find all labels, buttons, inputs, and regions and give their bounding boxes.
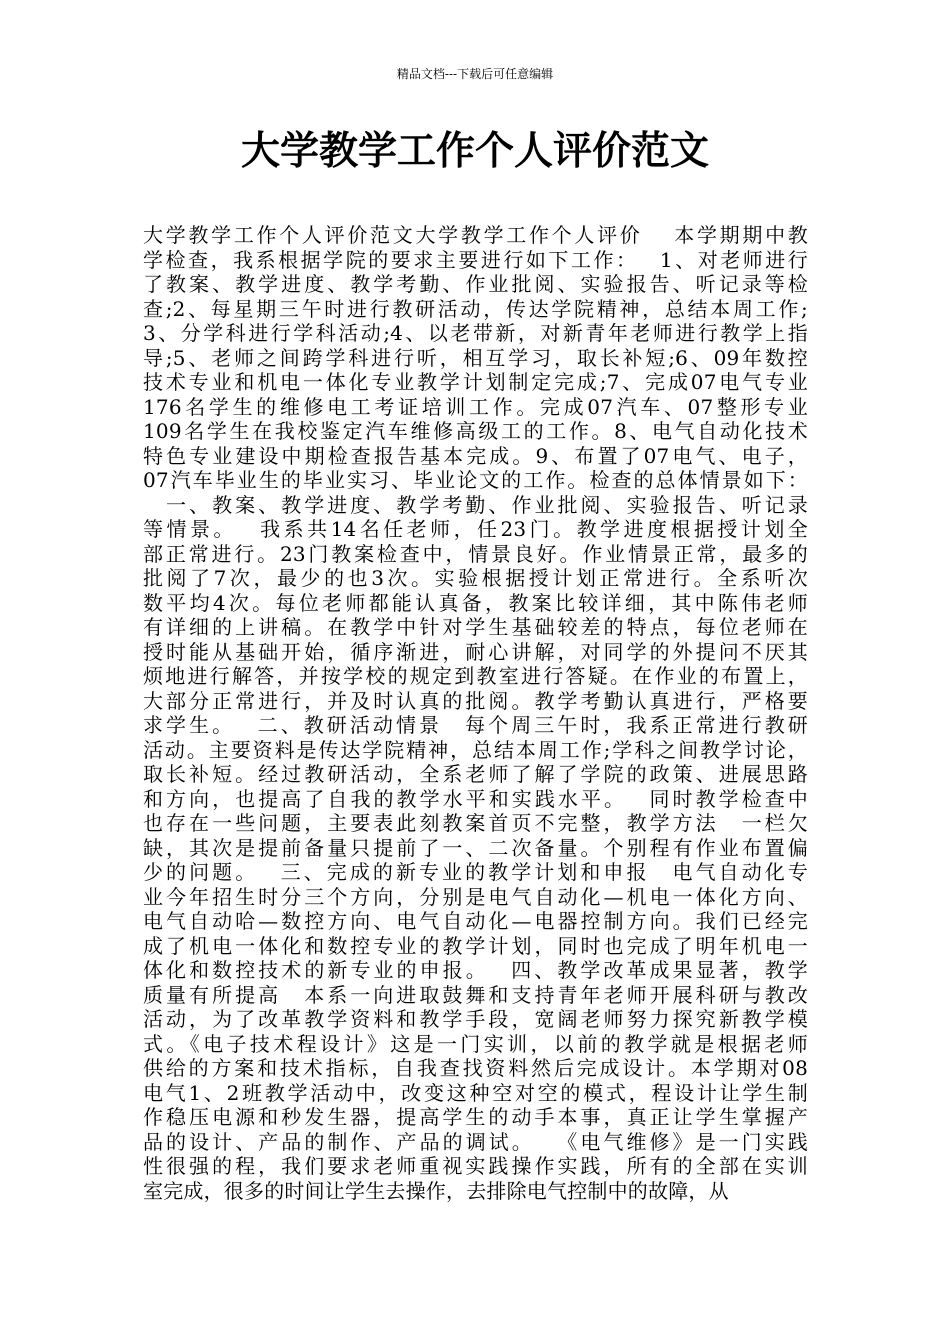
body-text-line: 体化和数控技术的新专业的申报。 四、教学改革成果显著，教学: [143, 958, 808, 982]
body-text-line: 了教案、教学进度、教学考勤、作业批阅、实验报告、听记录等检: [143, 272, 808, 296]
body-text-line: 活动。主要资料是传达学院精神，总结本周工作;学科之间教学讨论，: [143, 737, 808, 762]
body-text-line: 和方向，也提高了自我的教学水平和实践水平。 同时教学检查中: [143, 786, 808, 811]
body-text-line: 大学教学工作个人评价范文大学教学工作个人评价 本学期期中教: [143, 223, 808, 247]
body-text-line: 等情景。 我系共14名任老师，任23门。教学进度根据授计划全: [143, 517, 808, 541]
body-text-line: 查;2、每星期三午时进行教研活动，传达学院精神，总结本周工作;: [143, 296, 808, 321]
body-text-line: 活动，为了改革教学资料和教学手段，宽阔老师努力探究新教学模: [143, 1007, 808, 1031]
body-text-line: 也存在一些问题，主要表此刻教案首页不完整，教学方法 一栏欠: [143, 811, 808, 835]
body-text-line: 部正常进行。23门教案检查中，情景良好。作业情景正常，最多的: [143, 541, 808, 566]
document-body: [143, 223, 808, 1223]
body-text-line: 学检查，我系根据学院的要求主要进行如下工作： 1、对老师进行: [143, 247, 808, 272]
body-text-line: 电气自动哈—数控方向、电气自动化—电器控制方向。我们已经完: [143, 909, 808, 933]
body-text-line: 成了机电一体化和数控专业的教学计划，同时也完成了明年机电一: [143, 933, 808, 958]
body-text-line: 烦地进行解答，并按学校的规定到教室进行答疑。在作业的布置上，: [143, 664, 808, 688]
body-text-line: 109名学生在我校鉴定汽车维修高级工的工作。8、电气自动化技术: [143, 419, 808, 443]
body-text-line: 质量有所提高 本系一向进取鼓舞和支持青年老师开展科研与教改: [143, 982, 808, 1007]
body-text-line: 大部分正常进行，并及时认真的批阅。教学考勤认真进行，严格要: [143, 688, 808, 713]
body-text-line: 批阅了7次，最少的也3次。实验根据授计划正常进行。全系听次: [143, 566, 808, 590]
body-text-line: 求学生。 二、教研活动情景 每个周三午时，我系正常进行教研: [143, 713, 808, 737]
body-text-line: 式。《电子技术程设计》这是一门实训，以前的教学就是根据老师: [143, 1031, 808, 1056]
body-text-line: 3、分学科进行学科活动;4、以老带新，对新青年老师进行教学上指: [143, 321, 808, 345]
body-text-line: 数平均4次。每位老师都能认真备，教案比较详细，其中陈伟老师: [143, 590, 808, 615]
body-text-line: 取长补短。经过教研活动，全系老师了解了学院的政策、进展思路: [143, 762, 808, 786]
body-text-line: 品的设计、产品的制作、产品的调试。 《电气维修》是一门实践: [143, 1129, 808, 1154]
body-text-line: 少的问题。 三、完成的新专业的教学计划和申报 电气自动化专: [143, 860, 808, 884]
body-text-line: 缺，其次是提前备量只提前了一、二次备量。个别程有作业布置偏: [143, 835, 808, 860]
body-text-line: 有详细的上讲稿。在教学中针对学生基础较差的特点，每位老师在: [143, 615, 808, 639]
body-text-line: 导;5、老师之间跨学科进行听，相互学习，取长补短;6、09年数控: [143, 345, 808, 370]
page-header-note: 精品文档---下载后可任意编辑: [396, 67, 554, 81]
body-text-line: 性很强的程，我们要求老师重视实践操作实践，所有的全部在实训: [143, 1154, 808, 1178]
body-text-line: 授时能从基础开始，循序渐进，耐心讲解，对同学的外提问不厌其: [143, 639, 808, 664]
body-text-line: 特色专业建设中期检查报告基本完成。9、布置了07电气、电子，: [143, 443, 808, 468]
body-text-line: 供给的方案和技术指标，自我查找资料然后完成设计。本学期对08: [143, 1056, 808, 1080]
body-text-line: 一、教案、教学进度、教学考勤、作业批阅、实验报告、听记录: [143, 492, 808, 517]
document-title: 大学教学工作个人评价范文: [240, 129, 709, 174]
body-text-line: 176名学生的维修电工考证培训工作。完成07汽车、07整形专业: [143, 394, 808, 419]
body-text-line: 业今年招生时分三个方向，分别是电气自动化—机电一体化方向、: [143, 884, 808, 909]
body-text-line: 07汽车毕业生的毕业实习、毕业论文的工作。检查的总体情景如下：: [143, 468, 808, 492]
body-text-line: 作稳压电源和秒发生器，提高学生的动手本事，真正让学生掌握产: [143, 1105, 808, 1129]
body-text-line: 室完成，很多的时间让学生去操作，去排除电气控制中的故障，从: [143, 1178, 729, 1203]
body-text-line: 电气1、2班教学活动中，改变这种空对空的模式，程设计让学生制: [143, 1080, 808, 1105]
body-text-line: 技术专业和机电一体化专业教学计划制定完成;7、完成07电气专业: [143, 370, 808, 394]
